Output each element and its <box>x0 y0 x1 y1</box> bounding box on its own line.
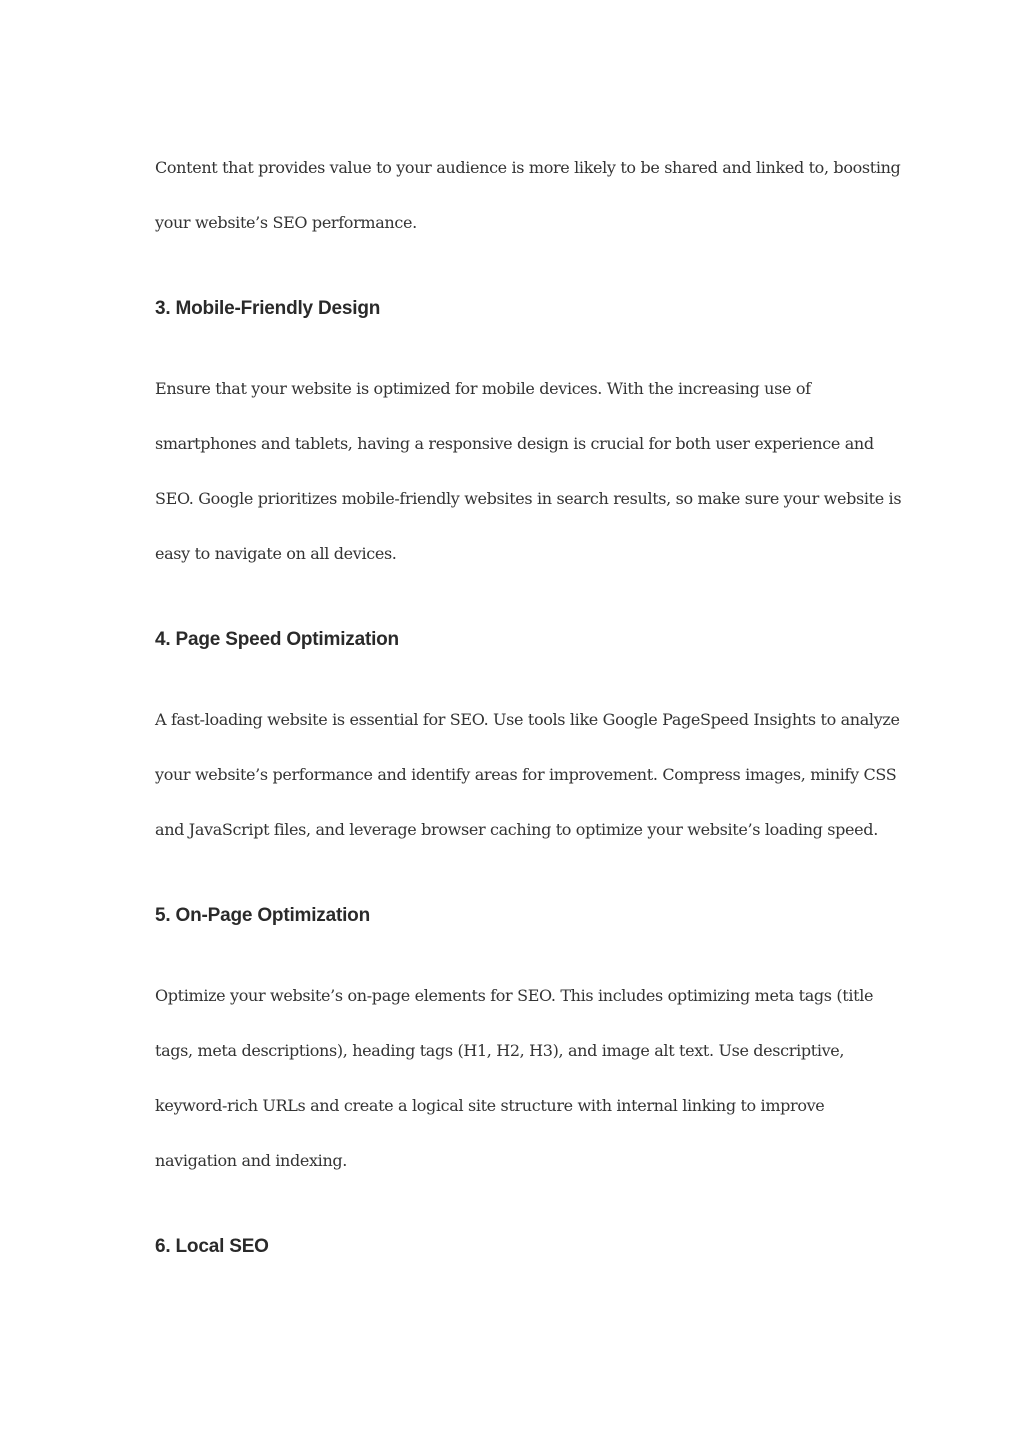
section-heading-page-speed-optimization: 4. Page Speed Optimization <box>155 629 399 650</box>
section-heading-local-seo: 6. Local SEO <box>155 1236 269 1257</box>
paragraph-line: your website’s SEO performance. <box>155 213 417 232</box>
section-heading-on-page-optimization: 5. On-Page Optimization <box>155 905 370 926</box>
paragraph-line: Ensure that your website is optimized for mobile devices. With the increasing use of <box>155 379 811 398</box>
paragraph-line: your website’s performance and identify areas for improvement. Compress images, minify CSS <box>155 765 897 784</box>
section-heading-mobile-friendly-design: 3. Mobile-Friendly Design <box>155 298 381 319</box>
paragraph-line: A fast-loading website is essential for SEO. Use tools like Google PageSpeed Insights to analyze <box>155 710 900 729</box>
paragraph-line: smartphones and tablets, having a responsive design is crucial for both user experience and <box>155 434 874 453</box>
paragraph-line: tags, meta descriptions), heading tags (H1, H2, H3), and image alt text. Use descriptive, <box>155 1041 845 1060</box>
paragraph-line: navigation and indexing. <box>155 1151 348 1170</box>
paragraph-line: keyword-rich URLs and create a logical site structure with internal linking to improve <box>155 1096 825 1115</box>
paragraph-line: Content that provides value to your audience is more likely to be shared and linked to, boosting <box>155 158 901 177</box>
paragraph-line: and JavaScript files, and leverage browser caching to optimize your website’s loading speed. <box>155 820 878 839</box>
paragraph-line: easy to navigate on all devices. <box>155 544 397 563</box>
paragraph-line: SEO. Google prioritizes mobile-friendly websites in search results, so make sure your website is <box>155 489 902 508</box>
paragraph-line: Optimize your website’s on-page elements for SEO. This includes optimizing meta tags (title <box>155 986 874 1005</box>
